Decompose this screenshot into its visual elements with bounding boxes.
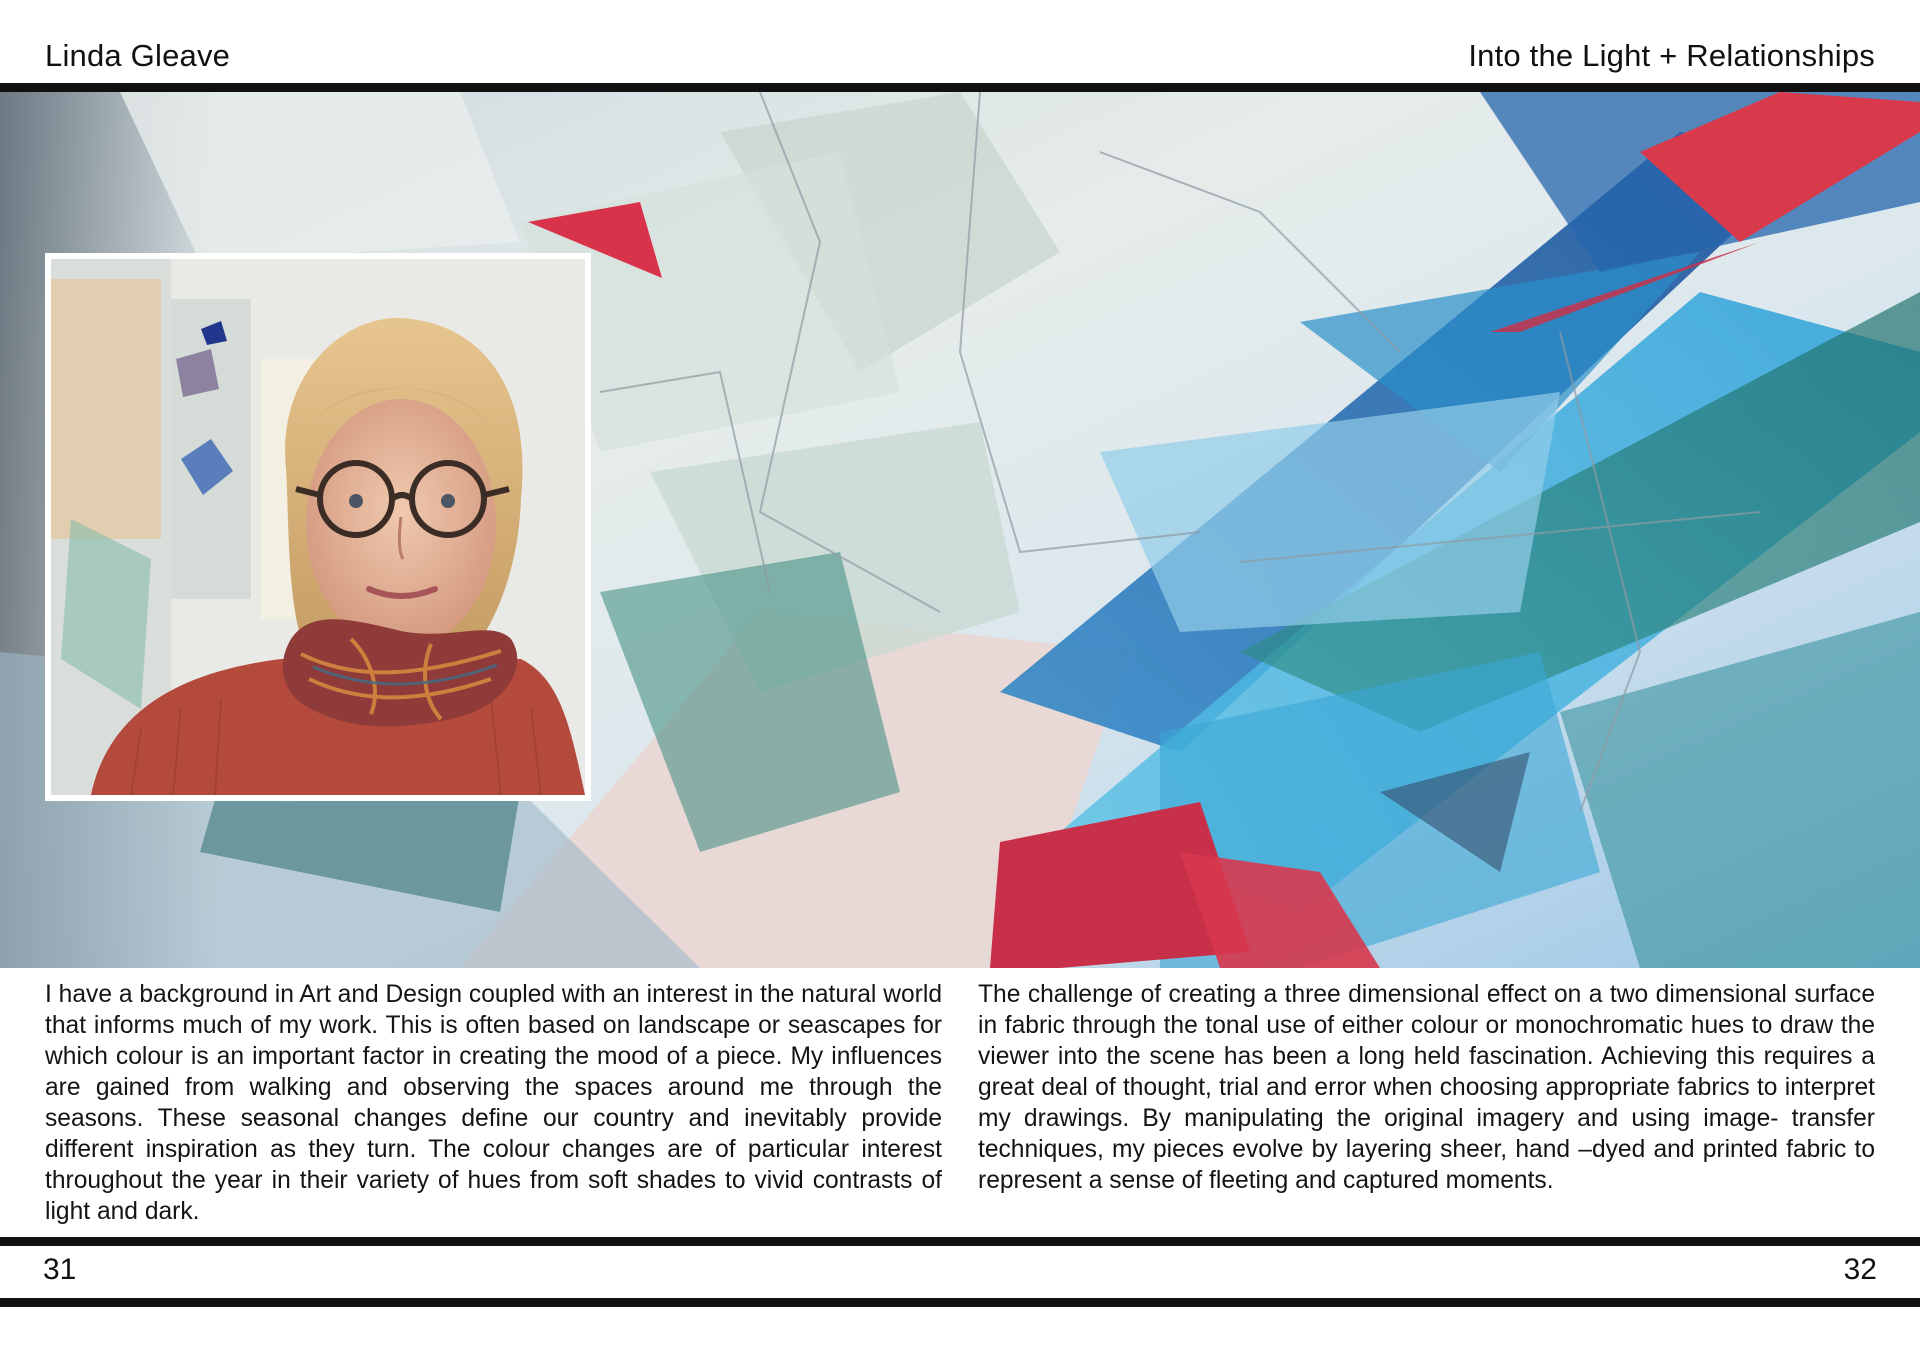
spread-title: Into the Light + Relationships — [1468, 38, 1875, 73]
artist-portrait-photo-icon — [45, 253, 591, 801]
top-rule — [0, 83, 1920, 92]
footer-top-rule — [0, 1237, 1920, 1246]
left-column-text: I have a background in Art and Design coupled with an interest in the natural world that informs much of my work. This is often based on landscape or seascapes for which colour is an important factor in creating the mood of a piece. My influences are gained from walking and observing the spaces around me through the seasons. These seasonal changes define our country and inevitably provide different inspiration as they turn. The colour changes are of particular interest throughout the year in their variety of hues from soft shades to vivid contrasts of light and dark. — [45, 981, 942, 1225]
right-column-text: The challenge of creating a three dimensional effect on a two dimensional surface in fabric through the tonal use of either colour or monochromatic hues to draw the viewer into the scene has been a long held fascination. Achieving this requires a great deal of thought, trial and error when choosing appropriate fabrics to interpret my drawings. By manipulating the original imagery and using image- transfer techniques, my pieces evolve by layering sheer, hand –dyed and printed fabric to represent a sense of fleeting and captured moments. — [978, 981, 1875, 1194]
author-name: Linda Gleave — [45, 38, 231, 73]
page-header — [0, 0, 1920, 84]
footer-bottom-rule — [0, 1298, 1920, 1307]
page-number-left: 31 — [43, 1253, 77, 1286]
page-number-right: 32 — [1843, 1253, 1877, 1286]
